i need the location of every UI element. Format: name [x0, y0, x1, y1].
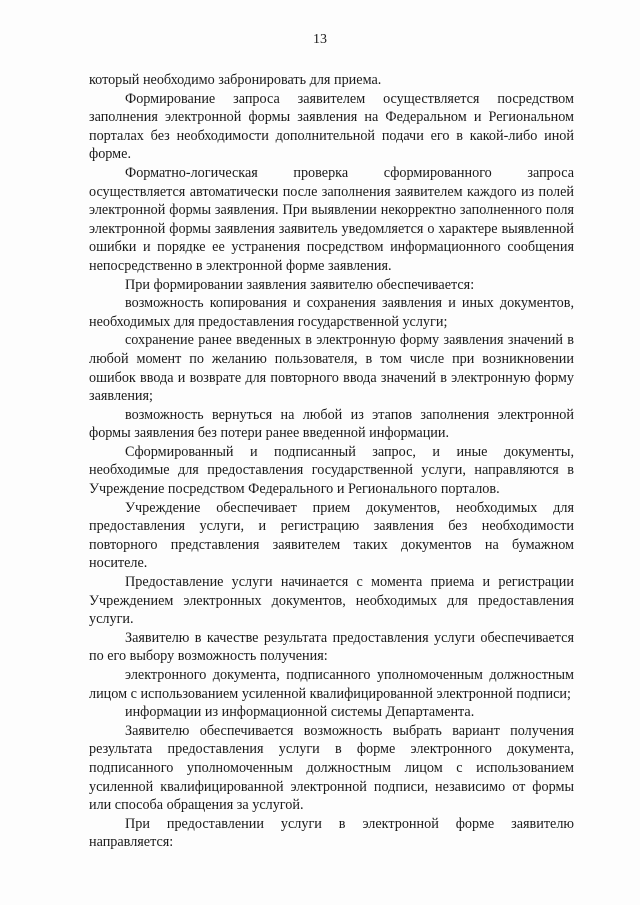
- paragraph-institution-acceptance: Учреждение обеспечивает прием документов, необходимых для предоставления услуги, и регистрацию заявления без необходимости повторного представления заявителем таких документов на бумажном носителе.: [89, 499, 574, 572]
- paragraph-save-entered-values: сохранение ранее введенных в электронную форму заявления значений в любой момент по желанию пользователя, в том числе при возникновении ошибок ввода и возврате для повторного ввода значений в электронную форму заявления;: [89, 332, 574, 405]
- paragraph-result-options: Заявителю в качестве результата предоставления услуги обеспечивается по его выбору возможность получения:: [89, 629, 574, 665]
- paragraph-return-to-stage: возможность вернуться на любой из этапов заполнения электронной формы заявления без потери ранее введенной информации.: [89, 406, 574, 442]
- paragraph-continuation: который необходимо забронировать для приема.: [89, 72, 382, 88]
- paragraph-applicant-provided: При формировании заявления заявителю обеспечивается:: [125, 276, 475, 293]
- paragraph-copy-save-option: возможность копирования и сохранения заявления и иных документов, необходимых для предоставления государственной услуги;: [89, 295, 574, 330]
- paragraph-service-start: Предоставление услуги начинается с момента приема и регистрации Учреждением электронных документов, необходимых для предоставления услуги.: [89, 574, 574, 628]
- paragraph-result-choice: Заявителю обеспечивается возможность выбрать вариант получения результата предоставления услуги в форме электронного документа, подписанного уполномоченным должностным лицом с использованием усиленной квалифицированной электронной подписи, независимо от формы или способа обращения за услугой.: [89, 722, 574, 814]
- paragraph-request-formation: Формирование запроса заявителем осуществляется посредством заполнения электронной формы заявления на Федеральном и Региональном порталах без необходимости дополнительной подачи его в какой-либо иной форме.: [89, 90, 574, 163]
- page-number: 13: [313, 32, 327, 47]
- paragraph-department-info: информации из информационной системы Департамента.: [125, 704, 475, 721]
- paragraph-electronic-service-sent: При предоставлении услуги в электронной форме заявителю направляется:: [89, 815, 574, 851]
- document-body: [89, 71, 574, 852]
- paragraph-electronic-document: электронного документа, подписанного уполномоченным должностным лицом с использованием усиленной квалифицированной электронной подписи;: [89, 667, 574, 702]
- paragraph-signed-request: Сформированный и подписанный запрос, и иные документы, необходимые для предоставления государственной услуги, направляются в Учреждение посредством Федерального и Регионального порталов.: [89, 443, 574, 498]
- paragraph-format-logic-check: Форматно-логическая проверка сформированного запроса осуществляется автоматически после заполнения заявителем каждого из полей электронной формы заявления. При выявлении некорректно заполненного поля электронной формы заявления заявитель уведомляется о характере выявленной ошибки и порядке ее устранения посредством информационного сообщения непосредственно в электронной форме заявления.: [89, 164, 574, 274]
